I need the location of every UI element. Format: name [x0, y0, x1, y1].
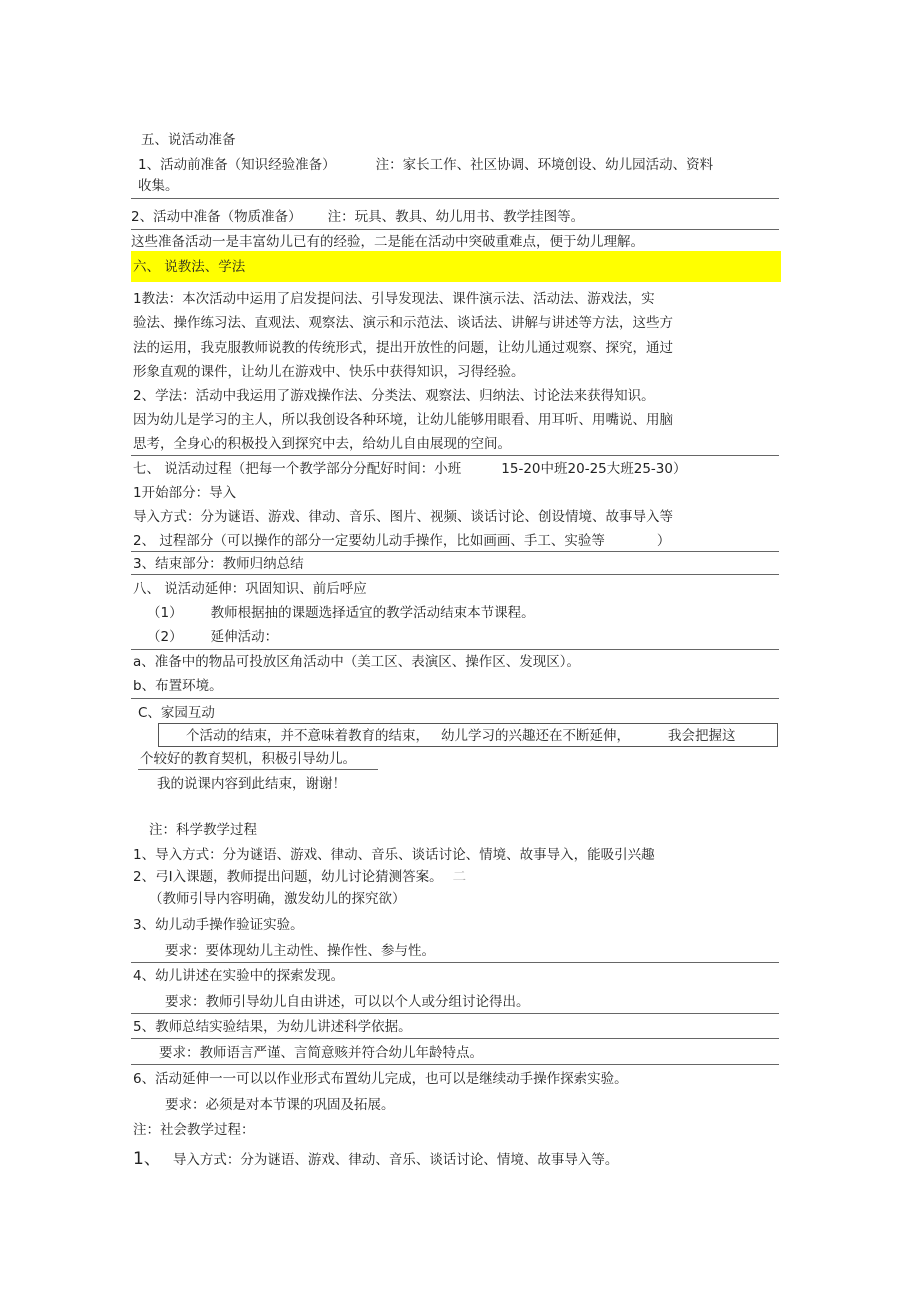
social-step-number: 1、	[133, 1149, 161, 1169]
teaching-method-line: 法的运用，我克服教师说教的传统形式，提出开放性的问题，让幼儿通过观察、探究，通过	[133, 340, 673, 356]
science-step: 1、导入方式：分为谜语、游戏、律动、音乐、谈话讨论、情境、故事导入，能吸引兴趣	[133, 847, 655, 863]
part2-close: ）	[656, 533, 671, 549]
teaching-method-line: 1教法：本次活动中运用了启发提问法、引导发现法、课件演示法、活动法、游戏法，实	[133, 291, 655, 307]
framed-text-a: 个活动的结束，并不意味着教育的结束，	[186, 728, 429, 744]
stray-mark: 二	[452, 869, 467, 885]
divider	[131, 1038, 779, 1039]
science-step: 5、教师总结实验结果，为幼儿讲述科学依据。	[133, 1019, 412, 1035]
divider	[131, 455, 779, 456]
science-requirement: 要求：必须是对本节课的巩固及拓展。	[165, 1097, 395, 1113]
framed-text-c: 我会把握这	[668, 728, 736, 744]
science-note: （教师引导内容明确，激发幼儿的探究欲）	[149, 891, 406, 907]
section7-heading-text: 七、 说活动过程（把每一个教学部分分配好时间：小班	[133, 461, 462, 477]
divider	[138, 769, 378, 770]
learning-method-line: 思考，全身心的积极投入到探究中去，给幼儿自由展现的空间。	[133, 436, 511, 452]
science-requirement: 要求：教师语言严谨、言简意赅并符合幼儿年龄特点。	[159, 1045, 483, 1061]
extension-item-2	[147, 629, 278, 645]
teaching-method-line: 形象直观的课件，让幼儿在游戏中、快乐中获得知识，习得经验。	[133, 364, 525, 380]
intro-methods: 导入方式：分为谜语、游戏、律动、音乐、图片、视频、谈话讨论、创设情境、故事导入等	[133, 509, 673, 525]
extension-c: C、家园互动	[138, 705, 215, 721]
section5-heading: 五、说活动准备	[141, 132, 236, 148]
social-title: 注：社会教学过程：	[133, 1122, 255, 1138]
science-step	[133, 869, 466, 885]
social-step-text: 导入方式：分为谜语、游戏、律动、音乐、谈话讨论、情境、故事导入等。	[172, 1152, 619, 1168]
section8-heading: 八、 说活动延伸：巩固知识、前后呼应	[133, 581, 367, 597]
prep-during-label: 2、活动中准备（物质准备）	[131, 209, 302, 225]
part2	[133, 533, 670, 549]
part3: 3、结束部分：教师归纳总结	[133, 556, 304, 572]
science-requirement: 要求：教师引导幼儿自由讲述，可以以个人或分组讨论得出。	[165, 994, 530, 1010]
divider	[131, 198, 779, 199]
learning-method-line: 2、学法：活动中我运用了游戏操作法、分类法、观察法、归纳法、讨论法来获得知识。	[133, 388, 655, 404]
divider	[131, 962, 779, 963]
science-step: 4、幼儿讲述在实验中的探索发现。	[133, 968, 345, 984]
prep-before-note: 注：家长工作、社区协调、环境创设、幼儿园活动、资料	[375, 157, 714, 173]
section6-heading: 六、 说教法、学法	[133, 259, 246, 275]
divider	[131, 1013, 779, 1014]
part2-text: 2、 过程部分（可以操作的部分一定要幼儿动手操作，比如画画、手工、实验等	[133, 533, 605, 549]
science-step-text: 2、弓I入课题，教师提出问题，幼儿讨论猜测答案。	[133, 869, 443, 885]
prep-before-label: 1、活动前准备（知识经验准备）	[138, 157, 336, 173]
item-text: 教师根据抽的课题选择适宜的教学活动结束本节课程。	[210, 605, 535, 621]
learning-method-line: 因为幼儿是学习的主人，所以我创设各种环境，让幼儿能够用眼看、用耳听、用嘴说、用脑	[133, 412, 673, 428]
science-step: 6、活动延伸一一可以以作业形式布置幼儿完成，也可以是继续动手操作探索实验。	[133, 1071, 628, 1087]
extension-a: a、准备中的物品可投放区角活动中（美工区、表演区、操作区、发现区）。	[133, 654, 581, 670]
divider	[131, 229, 779, 230]
social-step	[133, 1151, 618, 1168]
science-requirement: 要求：要体现幼儿主动性、操作性、参与性。	[165, 943, 435, 959]
closing-line: 我的说课内容到此结束，谢谢！	[157, 776, 346, 792]
science-step: 3、幼儿动手操作验证实验。	[133, 917, 304, 933]
divider	[131, 649, 779, 650]
science-title: 注：科学教学过程	[149, 822, 257, 838]
divider	[131, 698, 779, 699]
part1: 1开始部分：导入	[133, 485, 237, 501]
framed-text-b: 幼儿学习的兴趣还在不断延伸，	[441, 728, 630, 744]
item-text: 延伸活动：	[210, 629, 279, 645]
framed-text	[186, 728, 736, 744]
divider	[131, 1064, 779, 1065]
framed-text-cont: 个较好的教育契机，积极引导幼儿。	[140, 751, 356, 767]
prep-during-line	[131, 209, 584, 225]
section7-timing: 15-20中班20-25大班25-30）	[501, 461, 687, 477]
divider	[131, 551, 779, 552]
section7-heading	[133, 461, 686, 477]
item-number: （1）	[147, 605, 183, 621]
prep-summary: 这些准备活动一是丰富幼儿已有的经验，二是能在活动中突破重难点，便于幼儿理解。	[131, 234, 644, 250]
teaching-method-line: 验法、操作练习法、直观法、观察法、演示和示范法、谈话法、讲解与讲述等方法，这些方	[133, 315, 673, 331]
item-number: （2）	[147, 629, 183, 645]
prep-before-line	[138, 157, 713, 173]
prep-before-cont: 收集。	[138, 178, 179, 194]
extension-item-1	[147, 605, 535, 621]
prep-during-note: 注：玩具、教具、幼儿用书、教学挂图等。	[327, 209, 585, 225]
extension-b: b、布置环境。	[133, 678, 223, 694]
divider	[131, 574, 779, 575]
